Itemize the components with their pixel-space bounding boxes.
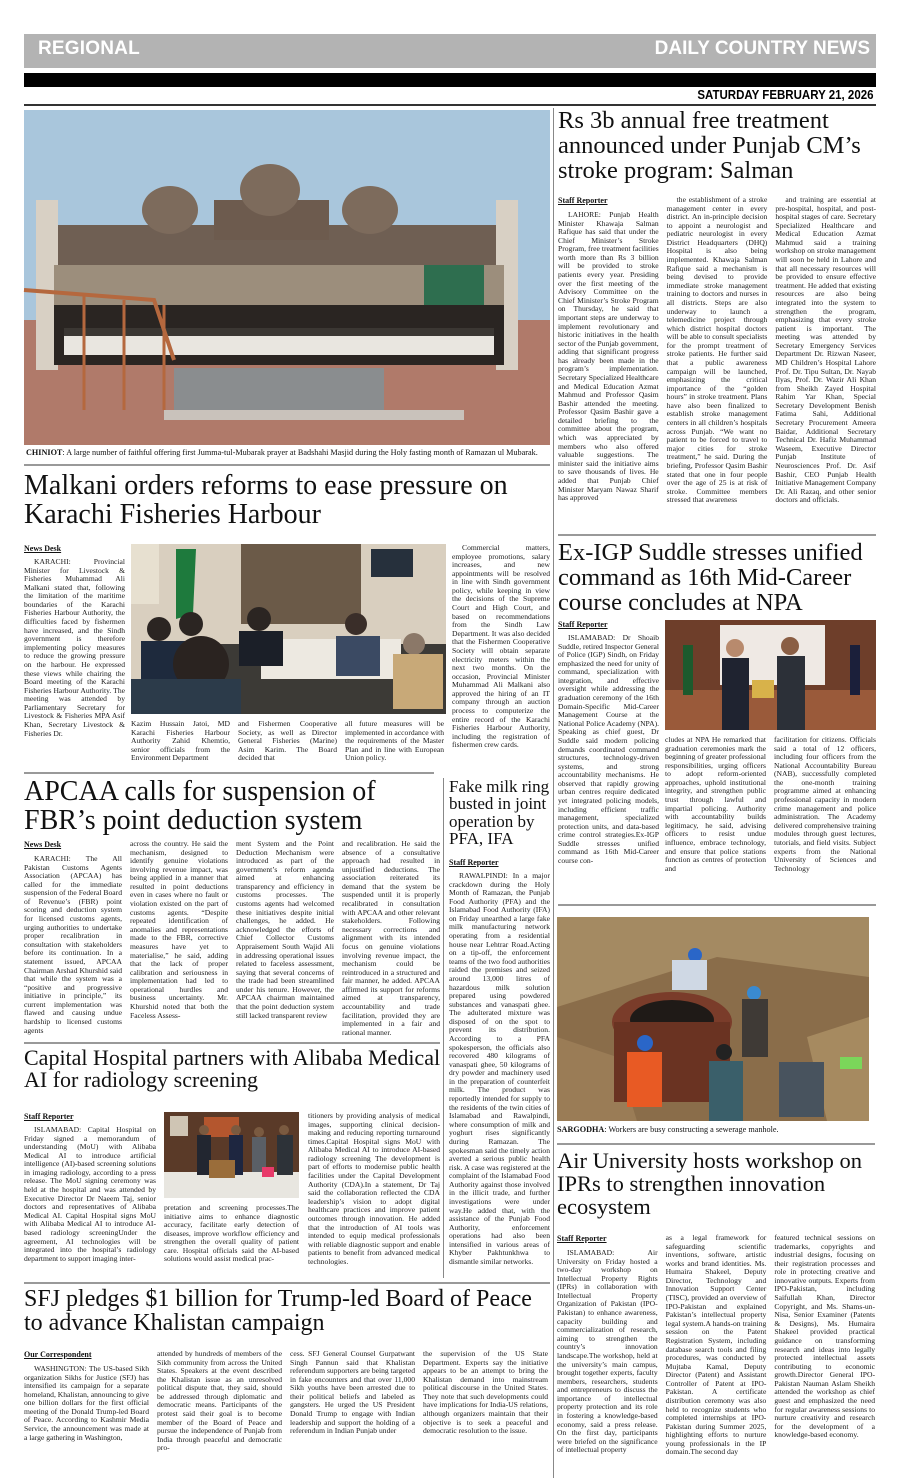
headline-sfj: SFJ pledges $1 billion for Trump-led Board of Peace to advance Khalistan campaign xyxy=(24,1286,532,1337)
headline-stroke-program: Rs 3b annual free treatment announced under Punjab CM’s stroke program: Salman xyxy=(558,107,861,184)
caption-text: : Workers are busy constructing a sewerage manhole. xyxy=(604,1125,779,1134)
caption-text: : A large number of faithful offering first Jumma-tul-Mubarak prayer at Badshahi Masjid during the Holy fasting month of Ramazan ul Mubarak. xyxy=(62,448,538,457)
headline-air-university: Air University hosts workshop on IPRs to strengthen innovation ecosystem xyxy=(557,1148,862,1219)
byline: Staff Reporter xyxy=(449,858,499,867)
headline-malkani: Malkani orders reforms to ease pressure on Karachi Fisheries Harbour xyxy=(24,470,508,530)
photo-mou-signing xyxy=(164,1112,299,1198)
photo-npa-ceremony xyxy=(665,620,876,730)
divider xyxy=(24,464,550,466)
story-column: and Fishermen Cooperative Society, as well as Director General Fisheries (Marine) Asim Karim. The Board decided that xyxy=(238,719,337,763)
divider xyxy=(24,772,434,774)
byline: Staff Reporter xyxy=(557,1234,607,1243)
byline: Staff Reporter xyxy=(558,196,608,205)
byline: Our Correspondent xyxy=(24,1350,92,1359)
masthead-black-rule xyxy=(24,73,876,87)
dateline: SATURDAY FEBRUARY 21, 2026 xyxy=(697,88,874,102)
story-column: all future measures will be implemented in accordance with the requirements of the Master Plan and in line with European Union policy. xyxy=(345,719,444,763)
story-column: titioners by providing analysis of medical images, supporting clinical decision-making and reducing reporting turnaround times.Capital Hospital signs MoU with Alibaba Medical AI to introduce AI-based radiology screening The development is part of efforts to modernise public health facilities under the Capital Development Authority (CDA).In a statement, Dr Taj said the collaboration reflected the CDA leadership’s vision to adopt digital healthcare practices and improve patient outcomes through innovation. He added that the introduction of AI tools was intended to equip medical professionals with reliable diagnostic support and enable patients to benefit from advanced medical technologies. xyxy=(308,1111,440,1266)
photo-caption-chiniot xyxy=(26,448,552,457)
divider xyxy=(558,534,876,536)
story-sfj xyxy=(24,1350,550,1478)
story-column: as a legal framework for safeguarding scientific inventions, software, artistic works and brand identities. Ms. Humaira Shakeel, Deputy Director, Technology and Innovation Support Center (TISC), provided an overview of IPO-Pakistan and explained Pakistan’s intellectual property legal system.A hands-on training session on the Patent Registration System, including database search tools and filing procedures, was conducted by Mujtaba Kamal, Deputy Director (Patent) and Assistant Controller of Patent at IPO-Pakistan. A certificate distribution ceremony was also held to recognize students who completed internships at IPO-Pakistan during Summer 2025, highlighting efforts to nurture young professionals in the IP domain.The second day xyxy=(665,1233,767,1457)
headline-suddle: Ex-IGP Suddle stresses unified command as 16th Mid-Career course concludes at NPA xyxy=(558,539,863,616)
paper-name: DAILY COUNTRY NEWS xyxy=(654,38,870,59)
section-label: REGIONAL xyxy=(38,38,140,59)
masthead-bar xyxy=(24,34,876,68)
story-air-university xyxy=(557,1234,875,1478)
story-apcaa xyxy=(24,840,440,1038)
story-column: facilitation for citizens. Officials said a total of 12 officers, including four officers from the National Accountability Bureau (NAB), successfully completed the one-month training programme aimed at enhancing professional capacity in modern crime management and police administration. The Academy delivered comprehensive training modules through guest lectures, tutorials, and field visits. Subject experts from the National University of Sciences and Technology xyxy=(774,735,876,873)
divider xyxy=(24,1282,550,1284)
caption-place: SARGODHA xyxy=(557,1125,605,1134)
story-columns-under-photo xyxy=(131,720,446,769)
column-divider xyxy=(443,778,444,1278)
story-column: pretation and screening processes.The initiative aims to enhance diagnostic accuracy, facilitate early detection of diseases, improve workflow efficiency and strengthen the overall quality of patient care. Hospital officials said the AI-based solutions would assist medical prac- xyxy=(164,1203,299,1264)
story-column: ISLAMABAD: Air University on Friday hosted a two-day workshop on Intellectual Property Rights (IPRs) in collaboration with Intellectual Property Organization of Pakistan (IPO-Pakistan) to enhance awareness, capacity building and commercialization of research, aiming to strengthen the country’s innovation landscape.The workshop, held at the university’s main campus, brought together experts, faculty members, researchers, students and entrepreneurs to discuss the importance of intellectual property protection and its role in fostering a knowledge-based economy, said a press release. On the first day, participants were briefed on the significance of intellectual property xyxy=(557,1248,658,1455)
headline-alibaba: Capital Hospital partners with Alibaba Medical AI for radiology screening xyxy=(24,1045,441,1093)
story-column: cludes at NPA He remarked that graduation ceremonies mark the beginning of greater professional responsibilities, urging officers to adopt reform-oriented approaches, uphold institutional integrity, and strengthen public trust through lawful and impartial policing. Authority with accountability builds legitimacy, he said, advising officers to resist undue influence, embrace technology, and ensure that police stations function as centres of protection and xyxy=(665,735,766,873)
story-stroke-body xyxy=(558,195,877,505)
story-column: featured technical sessions on trademarks, copyrights and industrial designs, focusing on their registration processes and role in protecting creative and innovative outputs. Experts from IPO-Pakistan, including Saifullah Khan, Director Copyright, and Ms. Shams-un-Nisa, Senior Examiner (Patents & Designs), Ms. Humaira Shakeel provided practical guidance on transforming research and ideas into legally protected intellectual assets contributing to economic growth.Director General IPO-Pakistan Nauman Aslam Sheikh attended the workshop as chief guest and emphasized the need for regular awareness sessions to nurture creativity and research for the development of a knowledge-based economy. xyxy=(774,1233,876,1440)
photo-caption-sargodha xyxy=(557,1125,877,1134)
byline: News Desk xyxy=(24,840,62,849)
divider xyxy=(24,1042,440,1044)
story-column: attended by hundreds of members of the Sikh community from across the United States. Speakers at the event described the Khalistan issue as an unresolved political dispute that, they said, should be addressed through diplomatic and democratic means. Participants of the protest said their goal is to become member of the Board of Peace and pursue the independence of Punjab from India through peaceful and democratic pro- xyxy=(157,1349,282,1453)
divider xyxy=(557,1143,875,1145)
story-alibaba xyxy=(24,1112,440,1278)
byline: Staff Reporter xyxy=(24,1112,74,1121)
story-column: across the country. He said the mechanism, designed to identify genuine violations involving revenue impact, was being applied in a manner that resulted in point deductions even in cases where no fault or violation existed on the part of customs agents. “Despite repeated identification of anomalies and representations made to the FBR, corrective measures have yet to materialise,” he said, adding that the lack of proper calibration and seriousness in implementation had led to operational hurdles and business uncertainty. Mr. Khurshid noted that both the Faceless Assess- xyxy=(130,839,228,1020)
photo-chiniot-mosque xyxy=(24,110,550,445)
headline-apcaa: APCAA calls for suspension of FBR’s point deduction system xyxy=(24,776,376,836)
story-column: cess. SFJ General Counsel Gurpatwant Singh Pannun said that Khalistan referendum supporters are being targeted in fake encounters and that over 11,000 Sikh youths have been arrested due to their political beliefs and labeled as gangsters. He urged the US President Donald Trump to engage with Indian leadership and support the holding of a referendum in Indian Punjab under xyxy=(290,1349,415,1436)
story-column: Commercial matters, employee promotions, salary increases, and new appointments will be resolved in line with Sindh government policy, while keeping in view the decisions of the Supreme Court and High Court, and based on recommendations from the Sindh Law Department. It was also decided that the Fishermen Cooperative Society will obtain separate electricity meters within the next two months. On the occasion, Provincial Minister Muhammad Ali Malkani also approved the hiring of an IT company through an auction process to computerize the entire record of the Karachi Fisheries Harbour Authority, including the registration of fishermen crew cards. xyxy=(452,543,550,750)
story-column: ISLAMABAD: Dr Shoaib Suddle, retired Inspector General of Police (IGP) Sindh, on Friday emphasized the need for unity of command, specialization with integration, and effective oversight while addressing the graduation ceremony of the 16th Domain-Specific Mid-Career Management Course at the National Police Academy (NPA). Speaking as chief guest, Dr Suddle said modern policing demands coordinated command structures, technology-driven systems, and strong accountability mechanisms. He observed that rapidly growing urban centres require dedicated yet integrated policing models, including efficient traffic management, specialized protection units, and data-based crime control strategies.Ex-IGP Suddle stresses unified command as 16th Mid-Career course con- xyxy=(558,633,659,866)
story-column: the supervision of the US State Department. Experts say the initiative appears to be an attempt to bring the Khalistan demand into mainstream political discourse in the United States. They note that such developments could have implications for India-US relations, although organizers maintain that their objective is to seek a peaceful and democratic resolution to the issue. xyxy=(423,1349,548,1436)
byline: Staff Reporter xyxy=(558,620,608,629)
story-column: ment System and the Point Deduction Mechanism were introduced as part of the government’s reform agenda aimed at enhancing transparency and efficiency in customs processes. The customs agents had welcomed these initiatives despite initial challenges, he added. He acknowledged the efforts of Chief Collector Customs Appraisement South Wajid Ali in addressing operational issues related to faceless assessment, saying that several concerns of the trade had been streamlined under his tenure. However, the APCAA chairman maintained that the point deduction system still lacked transparent review xyxy=(236,839,334,1020)
divider xyxy=(558,904,876,906)
photo-fisheries-meeting xyxy=(131,544,446,714)
story-column: Kazim Hussain Jatoi, MD Karachi Fisheries Harbour Authority Zahid Khemtio, senior officials from the Environment Department xyxy=(131,719,230,763)
photo-sargodha-manhole xyxy=(557,917,869,1121)
story-column: KARACHI: The All Pakistan Customs Agents Association (APCAA) has called for the immediate suspension of the Federal Board of Revenue’s (FBR) point scoring and deduction system for licensed customs agents, urging authorities to undertake proper recalibration in consultation with stakeholders before its continuation. In a statement issued, APCAA Chairman Arshad Khurshid said that while the system was a “positive and progressive initiative in principle,” its current implementation was flawed and causing undue hardship to licensed customs agents xyxy=(24,854,122,1035)
headline-fake-milk: Fake milk ring busted in joint operation by PFA, IFA xyxy=(449,777,550,848)
story-fake-milk-body: RAWALPINDI: In a major crackdown during the Holy Month of Ramazan, the Punjab Food Authority (PFA) and the Islamabad Food Authority (IFA) on Friday unearthed a large fake milk manufacturing network operating from a residential house near Lehtrar Road.Acting on a tip-off, the enforcement teams of the two food authorities raided the premises and seized around 13,000 litres of hazardous milk solution prepared using powdered substances and vanaspati ghee. The adulterated mixture was disposed of on the spot to prevent its distribution. According to a PFA spokesperson, the officials also recovered 480 kilograms of vanaspati ghee, 50 kilograms of dry powder and machinery used in the preparation of counterfeit milk. The product was reportedly intended for supply to the residents of the twin cities of Islamabad and Rawalpindi, where consumption of milk and yoghurt rises significantly during Ramazan. The spokesman said the timely action averted a serious public health risk. A case was registered at the complaint of the Islamabad Food Authority against those involved in the illicit trade, and further investigations were under way.He added that, with the assistance of the Punjab Food Authority, enforcement operations had also been intensified in various areas of Khyber Pakhtunkhwa to dismantle similar networks. xyxy=(449,871,550,1267)
story-column: the establishment of a stroke management center in every district. An in-principle decision to appoint a neurologist and pediatric neurologist in every District Headquarters (DHQ) Hospital is also being implemented. Khawaja Salman Rafique said a mechanism is being devised to provide immediate stroke management training to doctors and nurses in all districts. Steps are also underway to launch a telemedicine project through which district hospital doctors will be able to consult specialists for the prompt treatment of stroke patients. He further said that a public awareness campaign will be launched, emphasizing the critical importance of the “golden hours” in stroke treatment. Plans have also been finalized to establish stroke management centers in all children’s hospitals across Punjab. “We want no patient to be forced to travel to major cities for stroke treatment,” he said. During the briefing, Professor Qasim Bashir stated that one in four people over the age of 25 is at risk of stroke. Committee members stressed that awareness xyxy=(666,195,768,505)
story-suddle xyxy=(558,620,876,895)
story-column: WASHINGTON: The US-based Sikh organization Sikhs for Justice (SFJ) has intensified its campaign for a separate homeland, Khalistan, announcing to give one billion dollars for the first official meeting of the Donald Trump-led Board of Peace. According to Kashmir Media Service, the announcement was made at a large gathering in Washington, xyxy=(24,1364,149,1442)
story-column: KARACHI: Provincial Minister for Livestock & Fisheries Muhammad Ali Malkani stated that, following the limitation of the maritime boundaries of the Karachi Fisheries Harbour Authority, the difficulties faced by fishermen have increased, and the Sindh government is therefore implementing policy measures to reduce the growing pressure on the harbour. He expressed these views while chairing the Board meeting of the Karachi Fisheries Harbour Authority. The meeting was attended by Parliamentary Secretary for Livestock & Fisheries MPA Asif Khan, Secretary Livestock & Fisheries Dr. xyxy=(24,557,125,738)
byline: News Desk xyxy=(24,544,62,553)
story-column: LAHORE: Punjab Health Minister Khawaja Salman Rafique has said that under the Chief Minister’s Stroke Program, free treatment facilities worth more than Rs 3 billion will be provided to stroke patients every year. Presiding over the first meeting of the Advisory Committee on the Chief Minister’s Stroke Program on Thursday, he said that important steps are underway to implement revolutionary and historic initiatives in the health sector of the Punjab government, adding that significant progress has already been made in the program’s implementation. Secretary Specialized Healthcare and Medical Education Azmat Mahmud and Professor Qasim Bashir attended the meeting. Professor Qasim Bashir gave a detailed briefing to the committee about the program, which was appreciated by members who also offered valuable suggestions. The minister said the initiative aims to save thousands of lives. He added that Punjab Chief Minister Maryam Nawaz Sharif has approved xyxy=(558,210,659,503)
story-malkani xyxy=(24,544,550,769)
top-rule xyxy=(24,104,876,106)
story-column: and training are essential at pre-hospital, hospital, and post-hospital stages of care. Secretary Specialized Healthcare and Medical Education Azmat Mahmud said a training workshop on stroke management will soon be held in Lahore and that all necessary resources will be provided to ensure effective treatment. He added that existing resources are also being integrated into the system to strengthen the program, emphasizing that every stroke patient is important. The meeting was attended by Secretary Emergency Services Department Dr. Rizwan Naseer, MD Children’s Hospital Lahore Prof. Dr. Tipu Sultan, Dr. Nayab Ilyas, Prof. Dr. Wazir Ali Khan from Sheikh Zayed Hospital Rahim Yar Khan, Special Secretary Development Benish Fatima Sahi, Additional Secretary Procurement Ameera Baidar, Additional Secretary Technical Dr. Hafiz Muhammad Waseem, Executive Director Punjab Institute of Neurosciences Prof. Dr. Asif Bashir, CEO Punjab Health Initiative Management Company Dr. Ali Razaq, and other senior doctors and officials. xyxy=(775,195,877,505)
caption-place: CHINIOT xyxy=(26,448,63,457)
story-column: ISLAMABAD: Capital Hospital on Friday signed a memorandum of understanding (MoU) with Alibaba Medical AI to introduce artificial intelligence (AI)-based screening solutions in imaging radiology, according to a press release. The MoU signing ceremony was held at the hospital and was attended by Executive Director Dr Naeem Taj, senior doctors and representatives of Alibaba Medical AI. Capital Hospital signs MoU with Alibaba Medical AI to introduce AI-based radiology screeningUnder the agreement, AI technologies will be integrated into the hospital’s radiology department to support imaging inter- xyxy=(24,1125,156,1263)
story-column: and recalibration. He said the absence of a consultative approach had resulted in unjustified deductions. The association reiterated its demand that the system be suspended until it is properly recalibrated in consultation with APCAA and other relevant stakeholders. Following necessary corrections and alignment with its intended focus on genuine violations involving revenue impact, the mechanism could be reintroduced in a structured and fair manner, he added. APCAA affirmed its support for reforms aimed at transparency, accountability and trade facilitation, provided they are implemented in a fair and rational manner. xyxy=(342,839,440,1037)
